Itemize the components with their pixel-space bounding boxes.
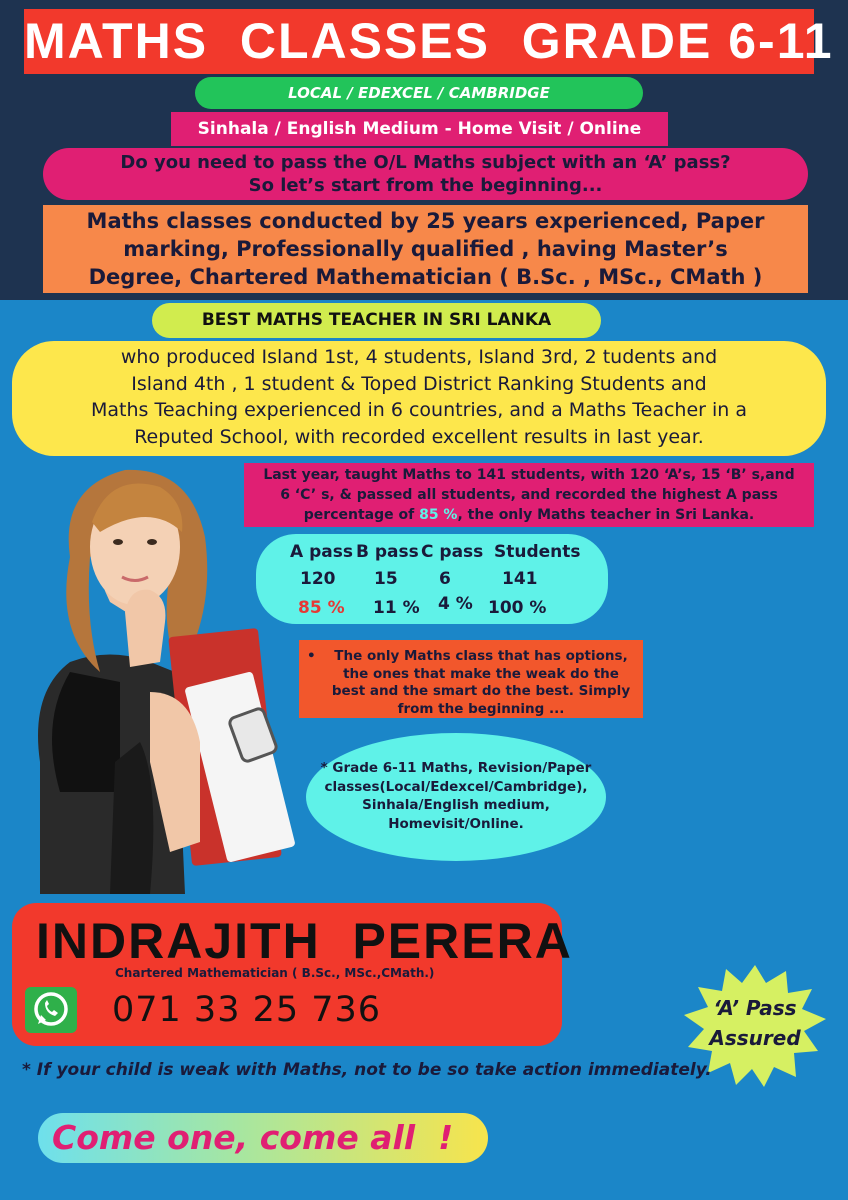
experience-banner: [43, 205, 808, 293]
options-line: The only Maths class that has options,: [334, 648, 628, 664]
stats-count: 6: [439, 569, 451, 589]
badge-line: Assured: [709, 1026, 801, 1050]
slogan-text: Come one, come all !: [52, 1118, 454, 1157]
last-year-line: [244, 505, 814, 525]
stats-count: 120: [300, 569, 336, 589]
teacher-name: INDRAJITH PERERA: [36, 913, 573, 969]
stats-header: B pass: [356, 542, 419, 562]
stats-header: A pass: [290, 542, 353, 562]
phone-number[interactable]: 071 33 25 736: [112, 990, 382, 1030]
options-line: from the beginning ...: [397, 700, 565, 717]
experience-line: Maths classes conducted by 25 years experienced, Paper: [86, 209, 765, 233]
options-line: best and the smart do the best. Simply: [331, 683, 631, 699]
whatsapp-icon[interactable]: [25, 987, 77, 1033]
experience-line: Degree, Chartered Mathematician ( B.Sc. , MSc., CMath ): [88, 265, 763, 289]
badge-line: ‘A’ Pass: [713, 996, 797, 1020]
experience-line: marking, Professionally qualified , having Master’s: [123, 237, 728, 261]
stats-table: [256, 534, 608, 624]
stats-header: C pass: [421, 542, 484, 562]
stats-percent: 11 %: [373, 598, 420, 618]
best-teacher-pill: BEST MATHS TEACHER IN SRI LANKA: [152, 303, 601, 338]
stats-header: Students: [494, 542, 581, 562]
page-title: MATHS CLASSES GRADE 6-11: [24, 9, 814, 74]
stats-count: 141: [502, 569, 538, 589]
achievement-line: Reputed School, with recorded excellent results in last year.: [134, 425, 704, 448]
last-year-line: Last year, taught Maths to 141 students, with 120 ‘A’s, 15 ‘B’ s,and: [263, 467, 795, 483]
last-year-line: 6 ‘C’ s, & passed all students, and recorded the highest A pass: [280, 487, 778, 503]
stats-percent: 100 %: [488, 598, 547, 618]
achievement-line: Island 4th , 1 student & Toped District Ranking Students and: [131, 372, 707, 395]
medium-banner: Sinhala / English Medium - Home Visit / Online: [171, 112, 668, 146]
achievement-line: Maths Teaching experienced in 6 countries, and a Maths Teacher in a: [90, 399, 748, 421]
pass-percentage-highlight: 85 %: [419, 507, 458, 523]
courses-line: Sinhala/English medium,: [362, 797, 550, 813]
courses-line: * Grade 6-11 Maths, Revision/Paper: [320, 760, 592, 776]
whatsapp-icon-glyph: [25, 987, 77, 1033]
syllabus-pill: LOCAL / EDEXCEL / CAMBRIDGE: [195, 77, 643, 109]
stats-count: 15: [374, 569, 398, 589]
achievement-line: who produced Island 1st, 4 students, Island 3rd, 2 tudents and: [120, 346, 718, 368]
courses-line: Homevisit/Online.: [388, 815, 524, 832]
pass-question-line: Do you need to pass the O/L Maths subject with an ‘A’ pass?: [120, 152, 731, 173]
achievements-box: [12, 341, 826, 456]
weak-student-note: * If your child is weak with Maths, not to be so take action immediately.: [22, 1060, 712, 1080]
last-year-text: , the only Maths teacher in Sri Lanka.: [457, 507, 755, 523]
courses-bubble: [306, 733, 606, 861]
stats-percent: 4 %: [438, 594, 473, 614]
options-note: [299, 640, 643, 718]
last-year-results: [244, 463, 814, 527]
pass-question-line: So let’s start from the beginning...: [248, 175, 603, 196]
last-year-text: percentage of: [303, 507, 420, 523]
stats-percent: 85 %: [298, 598, 345, 618]
bullet-icon: •: [307, 648, 316, 664]
teacher-qualifications: Chartered Mathematician ( B.Sc., MSc.,CMath.): [115, 966, 435, 980]
courses-line: classes(Local/Edexcel/Cambridge),: [324, 778, 588, 795]
options-line: the ones that make the weak do the: [343, 665, 619, 682]
pass-question-banner: [43, 148, 808, 200]
